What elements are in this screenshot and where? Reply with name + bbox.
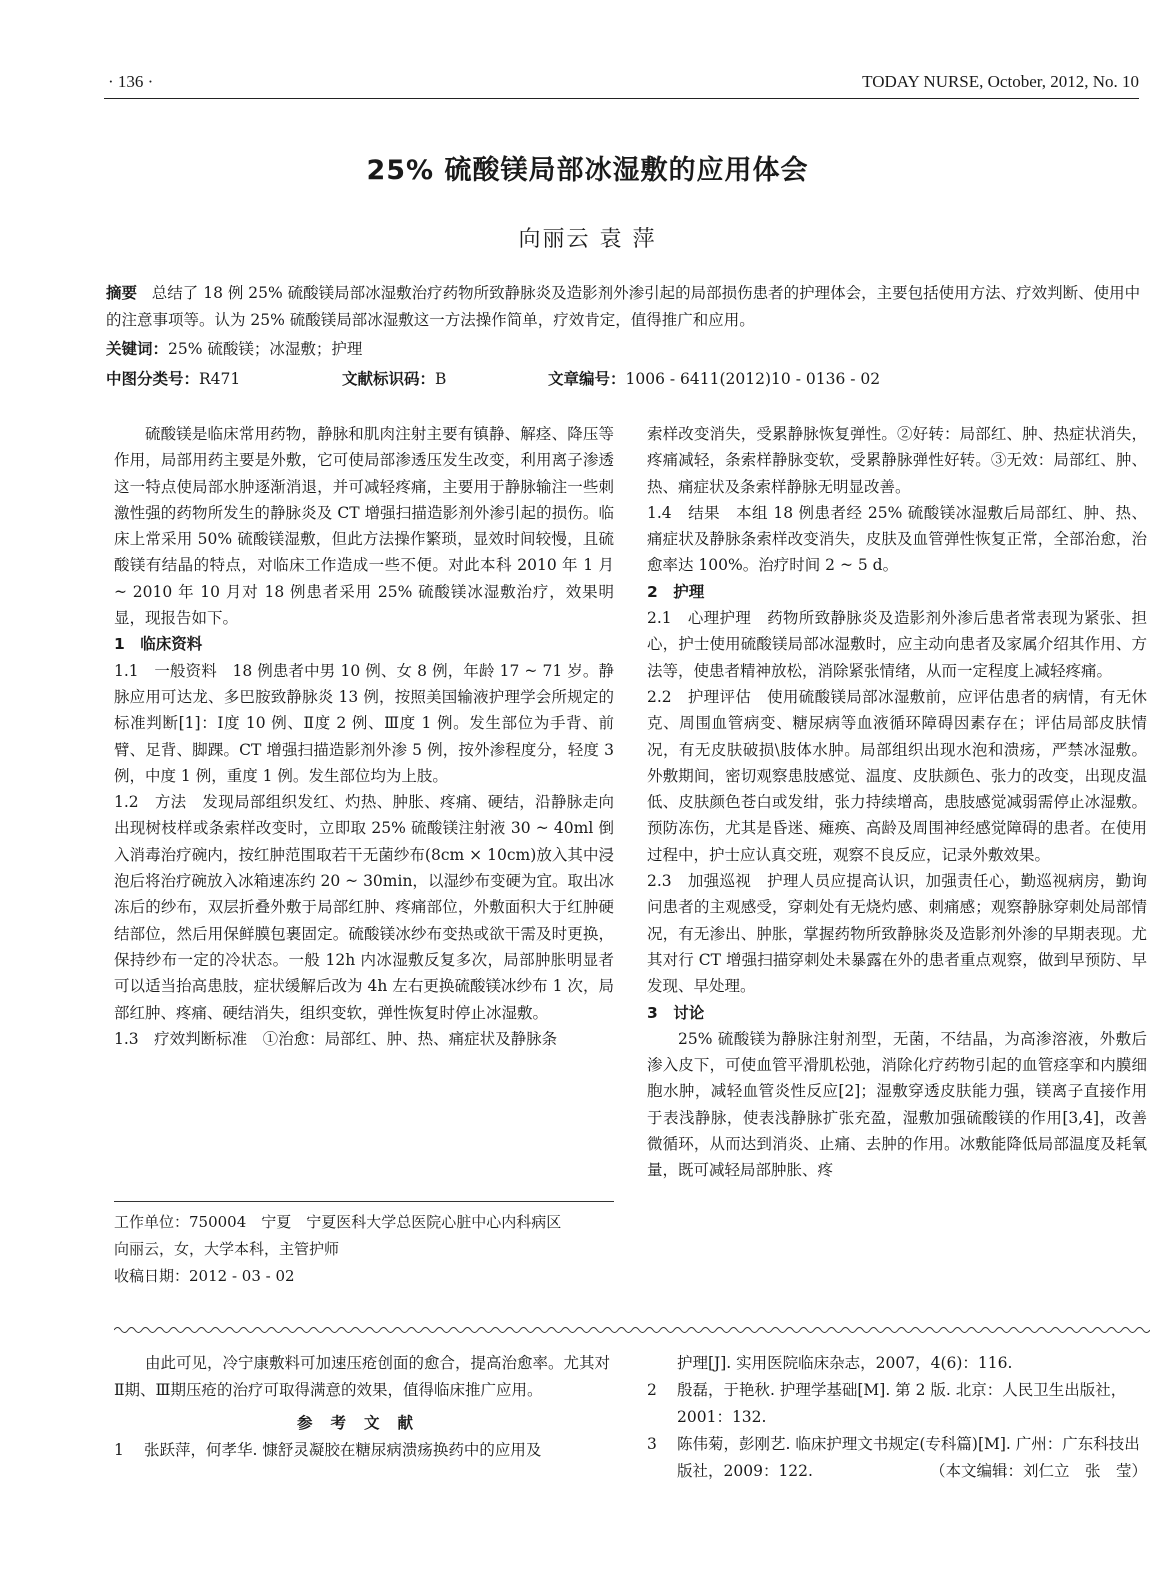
footnote-author-info: 向丽云，女，大学本科，主管护师 (114, 1240, 340, 1258)
doc-code-label: 文献标识码： (342, 370, 436, 388)
clc-value: R471 (199, 370, 241, 388)
references-title: 参考文献 (296, 1414, 431, 1432)
intro-paragraph: 硫酸镁是临床常用药物，静脉和肌肉注射主要有镇静、解痉、降压等作用，局部用药主要是外敷，它可使局部渗透压发生改变，利用离子渗透这一特点使局部水肿逐渐消退，并可减轻疼痛，主要用于静脉输注一些刺激性强的药物所发生的静脉炎及 CT 增强扫描造影剂外渗引起的损伤。临床上常采用 50% 硫酸镁湿敷，但此方法操作繁琐，显效时间较慢，且硫酸镁有结晶的特点，对临床工作造成一些不便。对此本科 2010 年 1 月 ~ 2010 年 10 月对 18 例患者采用 25% 硫酸镁冰湿敷治疗，效果明显，现报告如下。 (114, 425, 614, 628)
section-1-1-label: 1.1 一般资料 (114, 661, 217, 680)
reference-1 (114, 1437, 614, 1464)
section-1-3-label: 1.3 疗效判断标准 (114, 1029, 248, 1048)
right-column (647, 421, 1147, 1184)
footnote-affiliation: 工作单位：750004 宁夏 宁夏医科大学总医院心脏中心内科病区 (114, 1213, 562, 1231)
abstract (106, 280, 1146, 334)
section-1-2-label: 1.2 方法 (114, 793, 187, 812)
section-1-1-text: 18 例患者中男 10 例、女 8 例，年龄 17 ~ 71 岁。静脉应用可达龙、多巴胺致静脉炎 13 例，按照美国输液护理学会所规定的标准判断[1]：Ⅰ度 10 例、Ⅱ度 2 例、Ⅲ度 1 例。发生部位为手背、前臂、足背、脚踝。CT 增强扫描造影剂外渗 5 例，按外渗程度分，轻度 3 例，中度 1 例，重度 1 例。发生部位均为上肢。 (114, 661, 614, 785)
article-title: 25% 硫酸镁局部冰湿敷的应用体会 (366, 155, 809, 186)
left-column (114, 421, 614, 1052)
reference-2 (647, 1377, 1147, 1431)
section-1-3 (114, 1026, 614, 1052)
reference-1-continued (647, 1350, 1147, 1377)
section-3-text: 25% 硫酸镁为静脉注射剂型，无菌，不结晶，为高渗溶液，外敷后渗入皮下，可使血管平滑肌松弛，消除化疗药物引起的血管痉挛和内膜细胞水肿，减轻血管炎性反应[2]；湿敷穿透皮肤能力强，镁离子直接作用于表浅静脉，使表浅静脉扩张充盈，湿敷加强硫酸镁的作用[3,4]，改善微循环，从而达到消炎、止痛、去肿的作用。冰敷能降低局部温度及耗氧量，既可减轻局部肿胀、疼 (647, 1029, 1147, 1180)
section-1-4 (647, 500, 1147, 579)
classification-line (106, 367, 1146, 389)
keywords-label: 关键词： (106, 340, 169, 358)
section-1-2 (114, 789, 614, 1026)
section-2-3-label: 2.3 加强巡视 (647, 872, 752, 891)
section-2-3 (647, 868, 1147, 999)
reference-1-continued-text: 护理[J]. 实用医院临床杂志，2007，4(6)：116. (677, 1354, 1013, 1372)
page-number: · 136 · (108, 72, 154, 91)
abstract-label: 摘要 (106, 284, 138, 302)
section-1-title: 1 临床资料 (114, 635, 203, 654)
section-1-4-label: 1.4 结果 (647, 503, 721, 522)
section-2-2-text: 使用硫酸镁局部冰湿敷前，应评估患者的病情，有无休克、周围血管病变、糖尿病等血液循环障碍因素存在；评估局部皮肤情况，有无皮肤破损\肢体水肿。局部组织出现水泡和溃疡，严禁冰湿敷。外敷期间，密切观察患肢感觉、温度、皮肤颜色、张力的改变，出现皮温低、皮肤颜色苍白或发绀，张力持续增高，患肢感觉减弱需停止冰湿敷。预防冻伤，尤其是昏迷、瘫痪、高龄及周围神经感觉障碍的患者。在使用过程中，护士应认真交班，观察不良反应，记录外敷效果。 (647, 687, 1147, 864)
abstract-text: 总结了 18 例 25% 硫酸镁局部冰湿敷治疗药物所致静脉炎及造影剂外渗引起的局部损伤患者的护理体会，主要包括使用方法、疗效判断、使用中的注意事项等。认为 25% 硫酸镁局部冰湿敷这一方法操作简单，疗效肯定，值得推广和应用。 (106, 284, 1141, 329)
section-2-1 (647, 605, 1147, 684)
reference-3-text: 陈伟菊，彭刚艺. 临床护理文书规定(专科篇)[M]. 广州：广东科技出版社，2009：122. (677, 1435, 1140, 1480)
clc-label: 中图分类号： (106, 370, 200, 388)
conclusion-paragraph: 由此可见，冷宁康敷料可加速压疮创面的愈合，提高治愈率。尤其对Ⅱ期、Ⅲ期压疮的治疗可取得满意的效果，值得临床推广应用。 (114, 1354, 611, 1399)
article-no-value: 1006 - 6411(2012)10 - 0136 - 02 (625, 370, 881, 388)
keywords (106, 337, 1146, 359)
section-2-2-label: 2.2 护理评估 (647, 687, 752, 706)
article-no-label: 文章编号： (548, 370, 626, 388)
section-2-title: 2 护理 (647, 582, 705, 601)
section-2-1-label: 2.1 心理护理 (647, 609, 752, 628)
section-1-2-text: 发现局部组织发红、灼热、肿胀、疼痛、硬结，沿静脉走向出现树枝样或条索样改变时，立即取 25% 硫酸镁注射液 30 ~ 40ml 倒入消毒治疗碗内，按红肿范围取若干无菌纱布(8cm × 10cm)放入其中浸泡后将治疗碗放入冰箱速冻约 20 ~ 30min，以湿纱布变硬为宜。取出冰冻后的纱布，双层折叠外敷于局部红肿、疼痛部位，外敷面积大于红肿硬结部位，然后用保鲜膜包裹固定。硫酸镁冰纱布变热或欲干需及时更换，保持纱布一定的冷状态。一般 12h 内冰湿敷反复多次，局部肿胀明显者可以适当抬高患肢，症状缓解后改为 4h 左右更换硫酸镁冰纱布 1 次，局部红肿、疼痛、硬结消失，组织变软，弹性恢复时停止冰湿敷。 (114, 793, 614, 1022)
header-rule (104, 98, 1139, 99)
section-1-3-text: ①治愈：局部红、肿、热、痛症状及静脉条 (262, 1029, 558, 1048)
reference-3-number: 3 (647, 1435, 657, 1453)
section-3-title: 3 讨论 (647, 1003, 705, 1022)
section-2-1-text: 药物所致静脉炎及造影剂外渗后患者常表现为紧张、担心，护士使用硫酸镁局部冰湿敷时，应主动向患者及家属介绍其作用、方法等，使患者精神放松，消除紧张情绪，从而一定程度上减轻疼痛。 (647, 609, 1147, 680)
footnote (114, 1209, 614, 1290)
keywords-text: 25% 硫酸镁；冰湿敷；护理 (168, 340, 363, 358)
bottom-left-block (114, 1350, 614, 1464)
footnote-rule (114, 1201, 614, 1202)
journal-header: TODAY NURSE, October, 2012, No. 10 (862, 72, 1139, 91)
reference-1-number: 1 (114, 1441, 124, 1459)
section-2-3-text: 护理人员应提高认识，加强责任心，勤巡视病房，勤询问患者的主观感受，穿刺处有无烧灼感、刺痛感；观察静脉穿刺处局部情况，有无渗出、肿胀，掌握药物所致静脉炎及造影剂外渗的早期表现。尤其对行 CT 增强扫描穿刺处未暴露在外的患者重点观察，做到早预防、早发现、早处理。 (647, 872, 1147, 996)
section-2-2 (647, 684, 1147, 868)
section-1-3-continued: 索样改变消失，受累静脉恢复弹性。②好转：局部红、肿、热症状消失，疼痛减轻，条索样静脉变软，受累静脉弹性好转。③无效：局部红、肿、热、痛症状及条索样静脉无明显改善。 (647, 425, 1147, 496)
doc-code-value: B (435, 370, 447, 388)
editor-note: （本文编辑：刘仁立 张 莹） (929, 1462, 1147, 1480)
reference-1-text: 张跃萍，何孝华. 慷舒灵凝胶在糖尿病溃疡换药中的应用及 (144, 1441, 542, 1459)
footnote-received: 收稿日期：2012 - 03 - 02 (114, 1267, 295, 1285)
reference-2-text: 殷磊，于艳秋. 护理学基础[M]. 第 2 版. 北京：人民卫生出版社，2001：132. (677, 1381, 1127, 1426)
reference-2-number: 2 (647, 1381, 657, 1399)
wavy-divider (114, 1324, 1150, 1336)
section-1-4-text: 本组 18 例患者经 25% 硫酸镁冰湿敷后局部红、肿、热、痛症状及静脉条索样改变消失，皮肤及血管弹性恢复正常，全部治愈，治愈率达 100%。治疗时间 2 ~ 5 d。 (647, 503, 1147, 575)
bottom-right-block (647, 1350, 1147, 1485)
section-1-1 (114, 658, 614, 789)
reference-3 (647, 1431, 1147, 1485)
article-authors: 向丽云 袁 萍 (518, 227, 657, 252)
